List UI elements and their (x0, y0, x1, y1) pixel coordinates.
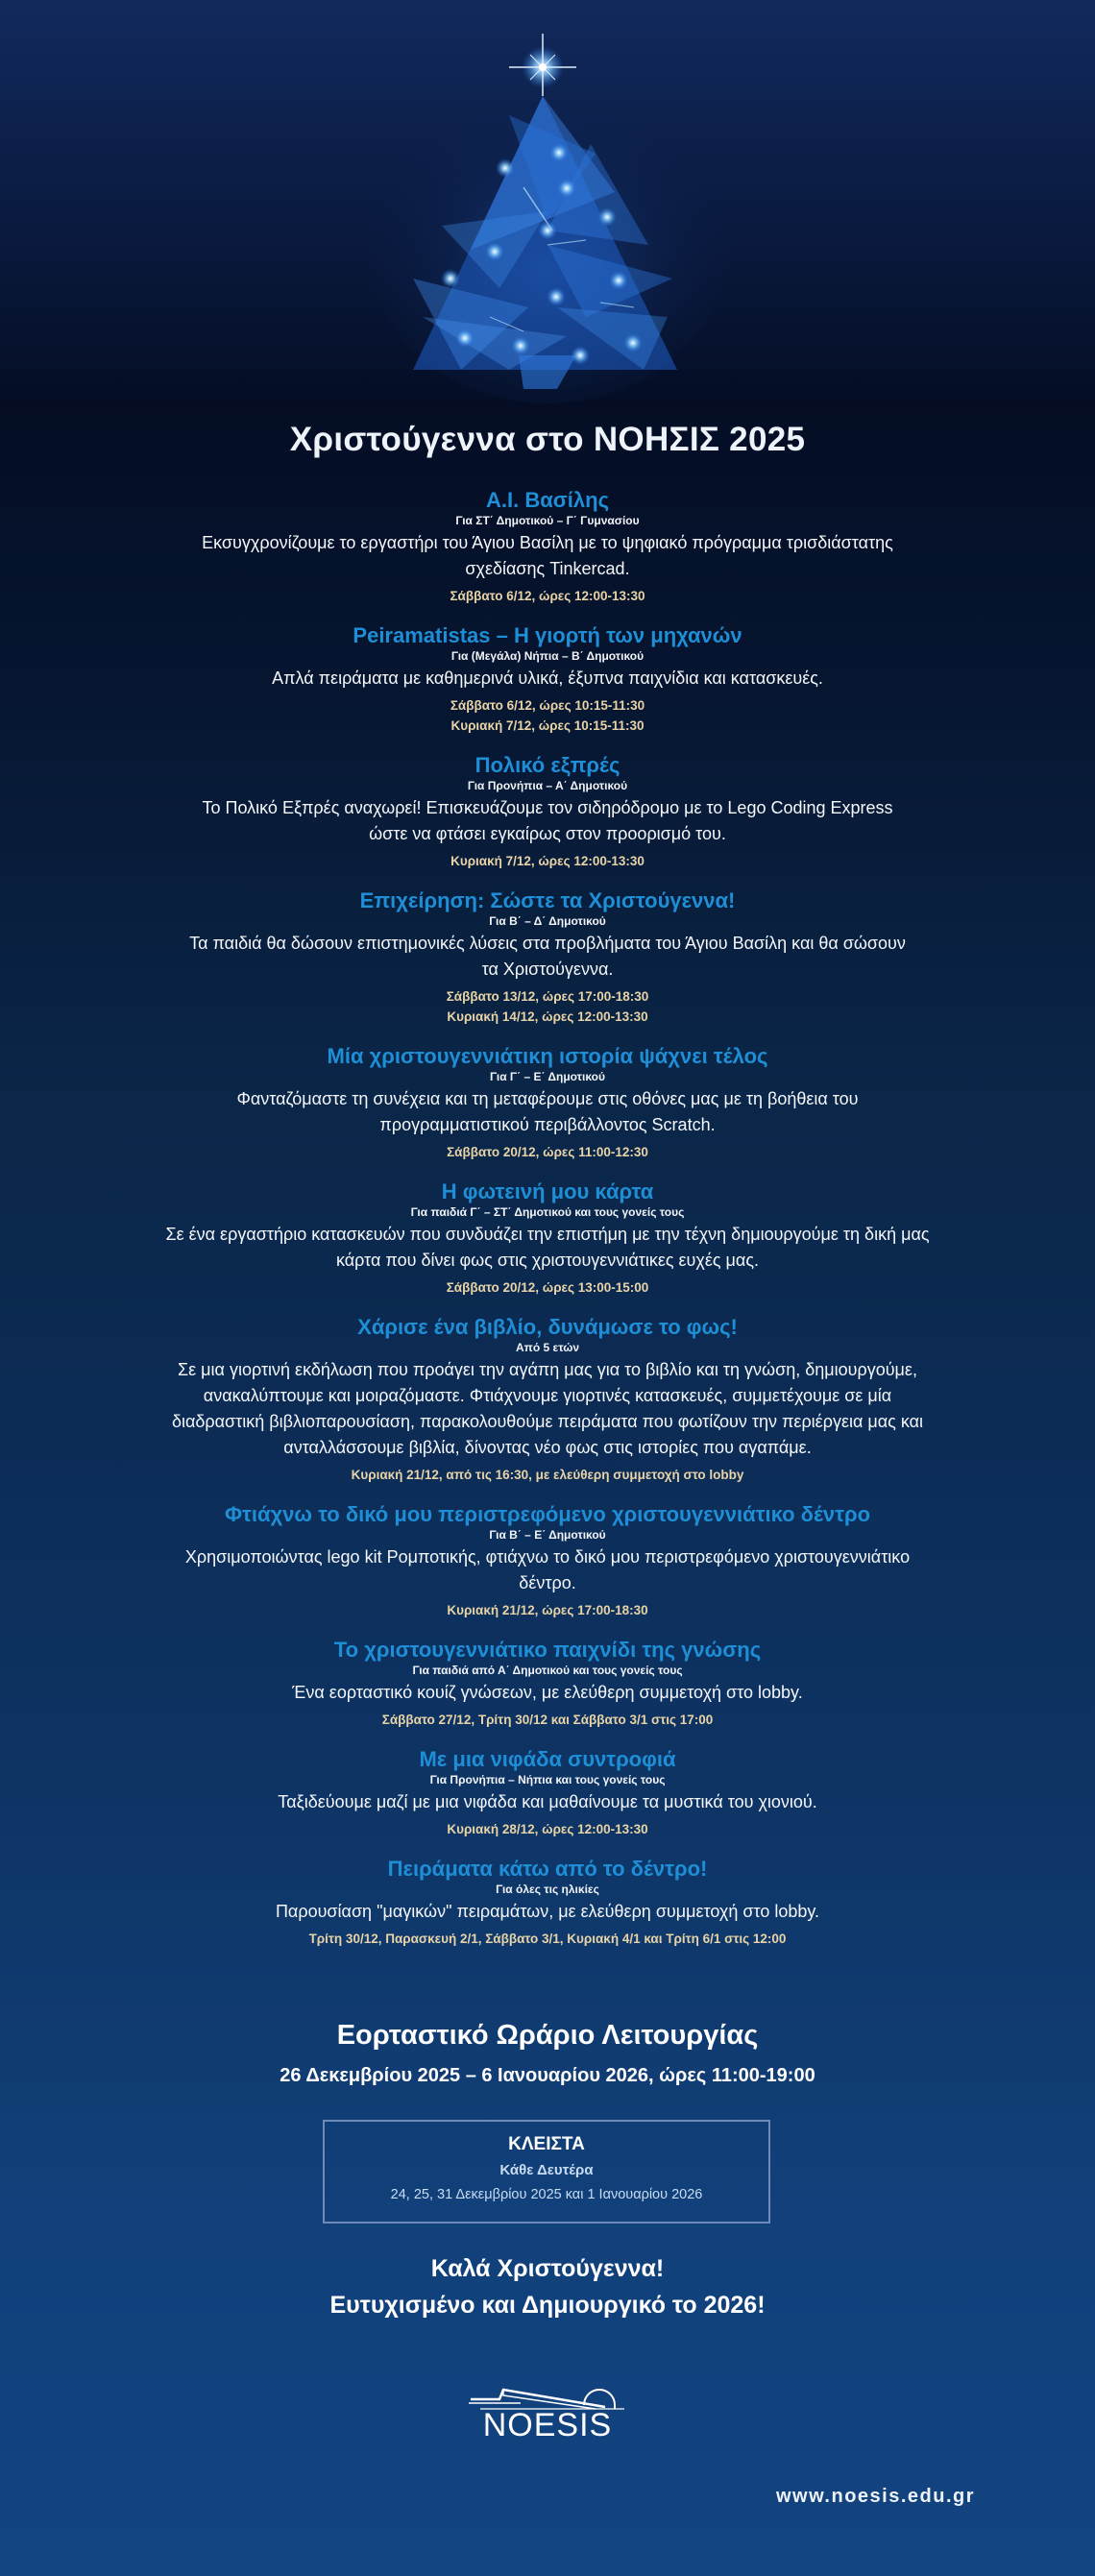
events-list (0, 488, 1095, 1966)
event-description: Παρουσίαση "μαγικών" πειραμάτων, με ελεύθερη συμμετοχή στο lobby. (275, 1902, 820, 1921)
page-title: Χριστούγεννα στο ΝΟΗΣΙΣ 2025 (289, 421, 806, 458)
event-description: Τα παιδιά θα δώσουν επιστημονικές λύσεις στα προβλήματα του Άγιου Βασίλη και θα σώσουν τα Χριστούγεννα. (189, 934, 906, 979)
event-audience: Για Προνήπια – Α΄ Δημοτικού (467, 779, 628, 792)
event-schedule: Σάββατο 20/12, ώρες 11:00-12:30 (447, 1145, 648, 1159)
schedule-line: Σάββατο 6/12, ώρες 10:15-11:30 (450, 698, 645, 713)
event-item (0, 1315, 1095, 1485)
event-title: Η φωτεινή μου κάρτα (441, 1179, 654, 1203)
event-audience: Για Β΄ – Δ΄ Δημοτικού (489, 914, 606, 928)
event-title: Peiramatistas – Η γιορτή των μηχανών (353, 623, 742, 647)
event-description: Σε μια γιορτινή εκδήλωση που προάγει την αγάπη μας για το βιβλίο και τη γνώση, δημιουργούμε, ανακαλύπτουμε και μοιραζόμαστε. Φτιάχνουμε γιορτινές κατασκευές, συμμετέχουμε σε μία διαδραστική βιβλιοπαρουσίαση, παρακολουθούμε πειράματα που φωτίζουν την περιέργεια μας και ανταλλάσσουμε βιβλία, δίνοντας νέο φως στις ιστορίες που αγαπάμε. (171, 1360, 924, 1457)
event-item (0, 888, 1095, 1027)
event-audience: Για Γ΄ – Ε΄ Δημοτικού (490, 1070, 605, 1083)
logo-text: NOESIS (482, 2407, 613, 2443)
event-title: Με μια νιφάδα συντροφιά (419, 1747, 676, 1771)
event-schedule: Τρίτη 30/12, Παρασκευή 2/1, Σάββατο 3/1, Κυριακή 4/1 και Τρίτη 6/1 στις 12:00 (308, 1932, 787, 1946)
event-schedule: Σάββατο 27/12, Τρίτη 30/12 και Σάββατο 3/1 στις 17:00 (381, 1713, 714, 1727)
event-item (0, 1044, 1095, 1162)
closed-title: ΚΛΕΙΣΤΑ (508, 2134, 585, 2154)
event-title: Το χριστουγεννιάτικο παιχνίδι της γνώσης (333, 1638, 762, 1662)
event-title: Επιχείρηση: Σώστε τα Χριστούγεννα! (359, 888, 736, 912)
closed-weekly: Κάθε Δευτέρα (499, 2162, 594, 2178)
event-item (0, 1179, 1095, 1298)
event-schedule (0, 986, 1095, 1027)
event-description: Εκσυγχρονίζουμε το εργαστήρι του Άγιου Βασίλη με το ψηφιακό πρόγραμμα τρισδιάστατης σχεδίασης Tinkercad. (202, 533, 893, 578)
event-description: Ταξιδεύουμε μαζί με μια νιφάδα και μαθαίνουμε τα μυστικά του χιονιού. (278, 1792, 817, 1811)
event-description: Σε ένα εργαστήριο κατασκευών που συνδυάζει την επιστήμη με την τέχνη δημιουργούμε τη δική μας κάρτα που δίνει φως στις χριστουγεννιάτικες ευχές μας. (165, 1225, 930, 1270)
greeting (0, 2250, 1095, 2323)
event-description: Φανταζόμαστε τη συνέχεια και τη μεταφέρουμε στις οθόνες μας με τη βοήθεια του προγραμματιστικού περιβάλλοντος Scratch. (236, 1089, 859, 1134)
schedule-line: Κυριακή 14/12, ώρες 12:00-13:30 (447, 1009, 648, 1024)
closed-days-box (323, 2120, 770, 2224)
event-audience: Για παιδιά από Α΄ Δημοτικού και τους γονείς τους (412, 1664, 683, 1677)
event-title: Μία χριστουγεννιάτικη ιστορία ψάχνει τέλος (327, 1044, 768, 1068)
event-item (0, 1747, 1095, 1839)
event-audience: Για ΣΤ΄ Δημοτικού – Γ΄ Γυμνασίου (455, 514, 640, 527)
closed-dates: 24, 25, 31 Δεκεμβρίου 2025 και 1 Ιανουαρίου 2026 (390, 2187, 703, 2202)
event-audience: Για παιδιά Γ΄ – ΣΤ΄ Δημοτικού και τους γονείς τους (410, 1205, 685, 1219)
event-description: Ένα εορταστικό κουίζ γνώσεων, με ελεύθερη συμμετοχή στο lobby. (292, 1683, 803, 1702)
greeting-line-2: Ευτυχισμένο και Δημιουργικό το 2026! (329, 2292, 766, 2319)
event-schedule: Κυριακή 21/12, ώρες 17:00-18:30 (447, 1603, 648, 1617)
event-description: Απλά πειράματα με καθημερινά υλικά, έξυπνα παιχνίδια και κατασκευές. (272, 668, 823, 688)
event-audience: Για Προνήπια – Νήπια και τους γονείς τους (429, 1773, 666, 1786)
noesis-logo (461, 2380, 634, 2447)
event-title: Πειράματα κάτω από το δέντρο! (387, 1857, 708, 1881)
tree-icon (355, 0, 740, 403)
christmas-tree-illustration (355, 0, 740, 403)
event-item (0, 1857, 1095, 1949)
event-title: A.I. Βασίλης (485, 488, 610, 512)
event-title: Φτιάχνω το δικό μου περιστρεφόμενο χριστουγεννιάτικο δέντρο (224, 1502, 871, 1526)
event-item (0, 1638, 1095, 1730)
event-schedule: Κυριακή 28/12, ώρες 12:00-13:30 (447, 1822, 648, 1836)
event-schedule: Κυριακή 21/12, από τις 16:30, με ελεύθερη συμμετοχή στο lobby (351, 1468, 744, 1482)
event-item (0, 488, 1095, 606)
event-audience: Για όλες τις ηλικίες (496, 1883, 599, 1896)
opening-hours-title: Εορταστικό Ωράριο Λειτουργίας (336, 2020, 759, 2051)
event-title: Πολικό εξπρές (474, 753, 620, 777)
greeting-line-1: Καλά Χριστούγεννα! (430, 2255, 665, 2282)
website-link[interactable]: www.noesis.edu.gr (776, 2486, 976, 2507)
opening-hours-range: 26 Δεκεμβρίου 2025 – 6 Ιανουαρίου 2026, ώρες 11:00-19:00 (280, 2065, 815, 2086)
event-schedule (0, 695, 1095, 736)
event-title: Χάρισε ένα βιβλίο, δυνάμωσε το φως! (357, 1315, 738, 1339)
opening-hours (0, 2017, 1095, 2090)
event-audience: Για Β΄ – Ε΄ Δημοτικού (489, 1528, 606, 1542)
schedule-line: Σάββατο 13/12, ώρες 17:00-18:30 (446, 989, 649, 1004)
event-item (0, 1502, 1095, 1620)
event-schedule: Κυριακή 7/12, ώρες 12:00-13:30 (450, 854, 645, 868)
event-item (0, 753, 1095, 871)
event-schedule: Σάββατο 6/12, ώρες 12:00-13:30 (450, 589, 645, 603)
event-description: Το Πολικό Εξπρές αναχωρεί! Επισκευάζουμε τον σιδηρόδρομο με το Lego Coding Express ώστε να φτάσει εγκαίρως στον προορισμό του. (202, 798, 893, 843)
event-schedule: Σάββατο 20/12, ώρες 13:00-15:00 (446, 1280, 649, 1295)
event-item (0, 623, 1095, 736)
event-description: Χρησιμοποιώντας lego kit Ρομποτικής, φτιάχνω το δικό μου περιστρεφόμενο χριστουγεννιάτικο δέντρο. (184, 1547, 911, 1592)
event-audience: Από 5 ετών (515, 1341, 580, 1354)
schedule-line: Κυριακή 7/12, ώρες 10:15-11:30 (450, 718, 645, 733)
event-audience: Για (Μεγάλα) Νήπια – Β΄ Δημοτικού (450, 649, 645, 663)
